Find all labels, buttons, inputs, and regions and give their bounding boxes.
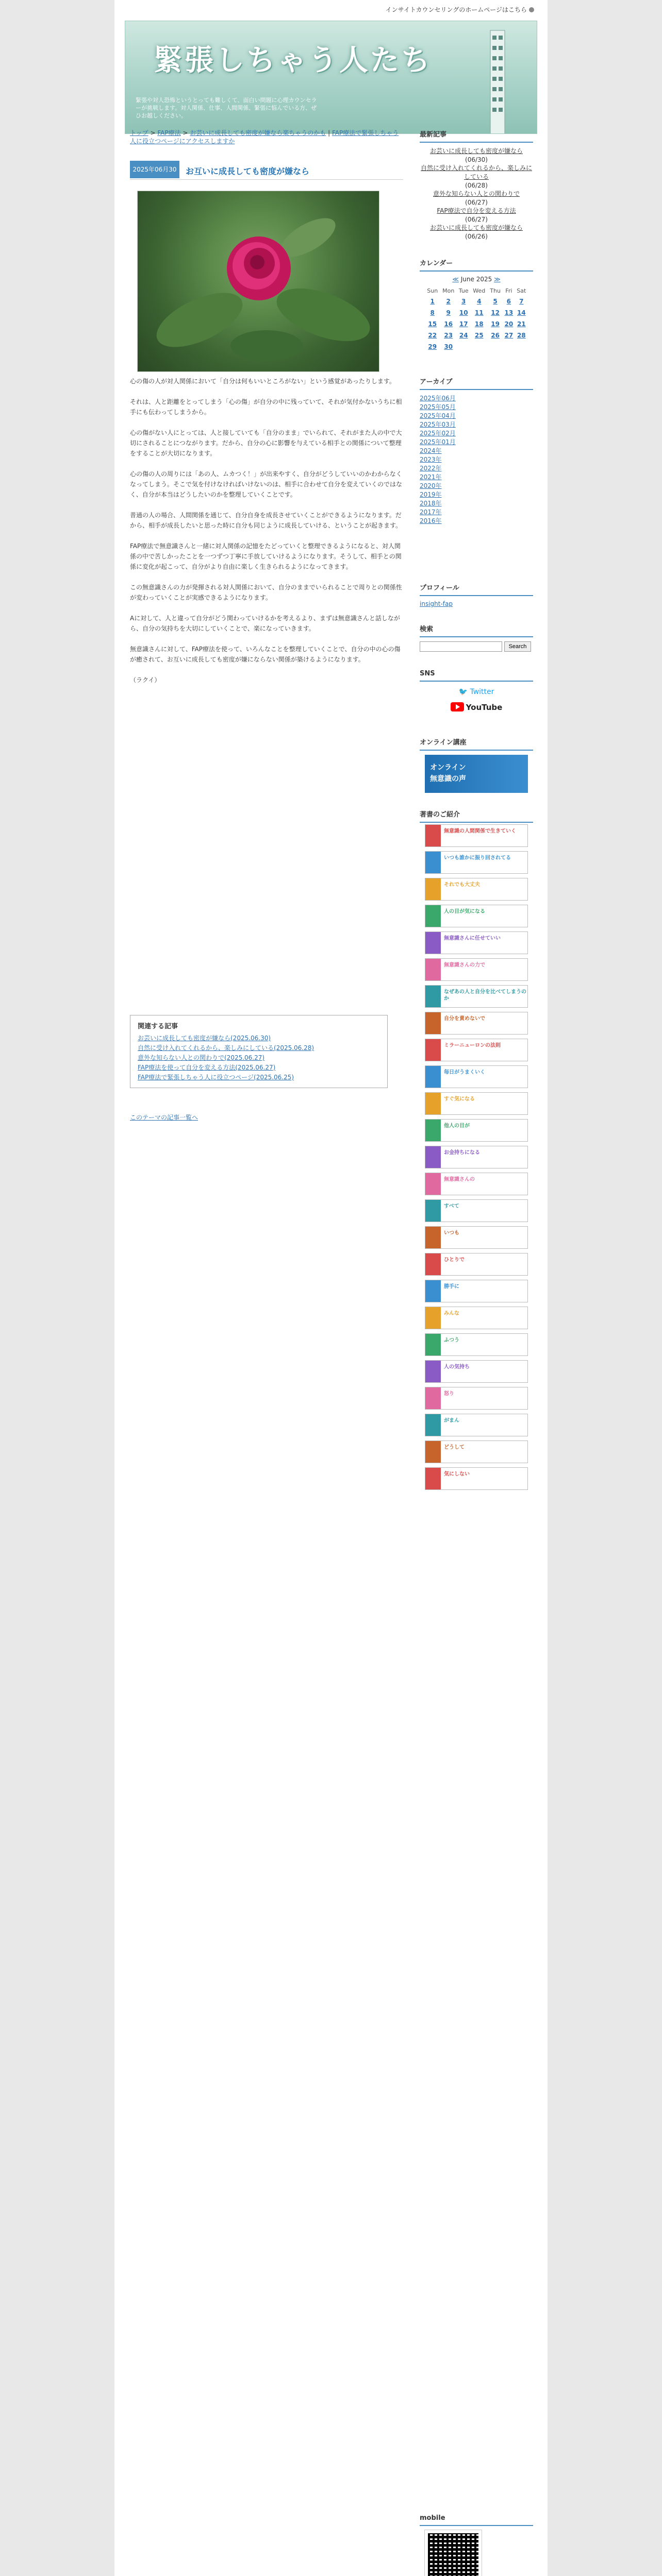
entry-paragraph: この無意識さんの力が発揮される対人関係において、自分のままでいられることで周りとの関係性が変わっていくことが実感できるようになります。 bbox=[130, 584, 402, 601]
book-title: 勝手に bbox=[444, 1284, 459, 1290]
calendar-day bbox=[488, 341, 503, 352]
book-title: 怒り bbox=[444, 1391, 454, 1397]
book-link[interactable] bbox=[425, 1467, 528, 1490]
book-cover-icon bbox=[425, 1227, 441, 1249]
book-cover-icon bbox=[425, 852, 441, 874]
entry-paragraph: 無意識さんに対して、FAP療法を使って、いろんなことを整理していくことで、自分の中の心の傷が癒されて、お互いに成長しても密度が嫌にならない関係が築けるようになります。 bbox=[130, 646, 401, 663]
book-link[interactable] bbox=[425, 1173, 528, 1195]
search-widget bbox=[420, 623, 533, 652]
book-link[interactable] bbox=[425, 905, 528, 927]
calendar-day[interactable]: 10 bbox=[459, 309, 468, 316]
profile-widget bbox=[420, 582, 533, 607]
book-cover-icon bbox=[425, 1146, 441, 1168]
calendar-day[interactable]: 5 bbox=[493, 298, 498, 305]
calendar-day[interactable]: 23 bbox=[444, 332, 453, 339]
book-title: どうして bbox=[444, 1445, 465, 1450]
book-cover-icon bbox=[425, 1307, 441, 1329]
archive-list bbox=[420, 394, 533, 526]
site-description: 緊張や対人恐怖というとっても難しくて、面白い問題に心理カウンセラーが挑戦します。対人関係、仕事、人間関係、緊張に悩んでいる方、ぜひお越しください。 bbox=[136, 97, 317, 119]
calendar-day[interactable]: 18 bbox=[474, 320, 484, 328]
book-title: いつも bbox=[444, 1230, 459, 1236]
site-banner[interactable] bbox=[125, 21, 537, 134]
calendar-day[interactable]: 1 bbox=[430, 298, 435, 305]
book-link[interactable] bbox=[425, 1092, 528, 1115]
calendar-day bbox=[457, 341, 470, 352]
related-link[interactable]: FAP療法で緊張しちゃう人に役立つページ(2025.06.25) bbox=[138, 1074, 294, 1081]
recent-post-date: (06/27) bbox=[465, 199, 488, 206]
book-title: 無意識さんに任せていい bbox=[444, 936, 501, 941]
book-link[interactable] bbox=[425, 1065, 528, 1088]
calendar-day[interactable]: 19 bbox=[491, 320, 500, 328]
calendar-day[interactable]: 15 bbox=[428, 320, 437, 328]
youtube-link[interactable]: YouTube bbox=[451, 702, 503, 712]
calendar-day[interactable]: 9 bbox=[446, 309, 451, 316]
page bbox=[114, 0, 548, 2576]
archive-link[interactable]: 2025年04月 bbox=[420, 412, 456, 419]
rose-photo bbox=[137, 191, 379, 372]
entry-paragraph: 心の傷がない人にとっては、人と接していても「自分のまま」でいられて、それがまた人の中で大切にされることにつながります。だから、自分の心に影響を与えている相手との関係について整理をすることが大切になります。 bbox=[130, 429, 402, 457]
calendar-weekday: Wed bbox=[473, 287, 486, 294]
calendar-day[interactable]: 27 bbox=[504, 332, 514, 339]
book-link[interactable] bbox=[425, 824, 528, 847]
book-link[interactable] bbox=[425, 851, 528, 874]
main-column bbox=[130, 129, 403, 1121]
mobile-heading: mobile bbox=[420, 2514, 533, 2526]
book-title: それでも大丈夫 bbox=[444, 882, 480, 888]
calendar-day[interactable]: 17 bbox=[459, 320, 468, 328]
book-title: ひとりで bbox=[444, 1257, 465, 1263]
calendar-day[interactable]: 28 bbox=[517, 332, 526, 339]
book-cover-icon bbox=[425, 1387, 441, 1410]
book-cover-icon bbox=[425, 986, 441, 1008]
archive-link[interactable]: 2025年02月 bbox=[420, 430, 456, 437]
book-title: 毎日がうまくいく bbox=[444, 1070, 485, 1075]
book-cover-icon bbox=[425, 959, 441, 981]
book-link[interactable] bbox=[425, 1199, 528, 1222]
book-link[interactable] bbox=[425, 1333, 528, 1356]
book-title: がまん bbox=[444, 1418, 459, 1423]
online-course-widget bbox=[420, 737, 533, 793]
entry-paragraph: それは、人と距離をとってしまう「心の傷」が自分の中に残っていて、それが気付かないうちに相手にも伝わってしまうから。 bbox=[130, 398, 402, 416]
breadcrumb-category-link[interactable]: FAP療法 bbox=[157, 129, 181, 137]
calendar-next-link[interactable]: ≫ bbox=[494, 276, 501, 283]
recent-post-link[interactable]: お芸いに成長しても密度が嫌なら bbox=[429, 224, 523, 231]
calendar-day[interactable]: 2 bbox=[446, 298, 451, 305]
book-link[interactable] bbox=[425, 958, 528, 981]
qr-code-icon bbox=[425, 2530, 482, 2576]
calendar-day[interactable]: 6 bbox=[506, 298, 511, 305]
archive-link[interactable]: 2025年05月 bbox=[420, 403, 456, 411]
book-title: なぜあの人と自分を比べてしまうのか bbox=[444, 989, 526, 1002]
recent-post-link[interactable]: FAP療法で自分を変える方法 bbox=[437, 207, 516, 214]
book-cover-icon bbox=[425, 1173, 441, 1195]
search-input[interactable] bbox=[420, 641, 502, 652]
book-cover-icon bbox=[425, 1280, 441, 1302]
entry-date: 2025年06月30日 bbox=[130, 161, 179, 178]
breadcrumb-home-link[interactable]: トップ bbox=[130, 129, 148, 137]
calendar-prev-link[interactable]: ≪ bbox=[452, 276, 459, 283]
book-cover-icon bbox=[425, 1012, 441, 1035]
calendar-day[interactable]: 12 bbox=[491, 309, 500, 316]
calendar-day[interactable]: 25 bbox=[474, 332, 484, 339]
archive-link[interactable]: 2018年 bbox=[420, 500, 442, 507]
book-title: ふつう bbox=[444, 1337, 459, 1343]
archives-widget bbox=[420, 376, 533, 526]
book-title: いつも誰かに振り回されてる bbox=[444, 855, 511, 861]
online-course-banner[interactable]: オンライン 無意識の声 bbox=[425, 755, 528, 793]
book-title: 自分を責めないで bbox=[444, 1016, 485, 1022]
calendar-weekday: Sat bbox=[517, 287, 526, 294]
recent-post-link[interactable]: 自然に受け入れてくれるから、楽しみにしている bbox=[420, 164, 532, 180]
book-link[interactable] bbox=[425, 1387, 528, 1410]
book-cover-icon bbox=[425, 825, 441, 847]
archive-link[interactable]: 2023年 bbox=[420, 456, 442, 463]
book-cover-icon bbox=[425, 878, 441, 901]
archives-heading: アーカイブ bbox=[420, 376, 533, 390]
book-cover-icon bbox=[425, 1120, 441, 1142]
book-link[interactable] bbox=[425, 1280, 528, 1302]
book-link[interactable] bbox=[425, 1119, 528, 1142]
books-heading: 著書のご紹介 bbox=[420, 809, 533, 823]
calendar-day[interactable]: 26 bbox=[491, 332, 500, 339]
entry-header bbox=[130, 161, 403, 191]
book-title: 人の気持ち bbox=[444, 1364, 470, 1370]
recent-post-date: (06/26) bbox=[465, 233, 488, 240]
calendar-weekday: Tue bbox=[458, 287, 469, 294]
calendar-day[interactable]: 14 bbox=[517, 309, 526, 316]
archive-link[interactable]: 2020年 bbox=[420, 482, 442, 489]
book-cover-icon bbox=[425, 1361, 441, 1383]
search-button[interactable]: Search bbox=[504, 641, 531, 652]
calendar-day[interactable]: 20 bbox=[504, 320, 514, 328]
book-title: みんな bbox=[444, 1311, 459, 1316]
calendar-day bbox=[515, 341, 528, 352]
theme-list-link[interactable]: このテーマの記事一覧へ bbox=[130, 1114, 198, 1121]
calendar-day[interactable]: 16 bbox=[444, 320, 453, 328]
entry-title[interactable]: お互いに成長しても密度が嫌なら bbox=[186, 166, 310, 176]
arrow-circle-icon bbox=[529, 7, 534, 12]
recent-post-date: (06/27) bbox=[465, 216, 488, 223]
calendar-day[interactable]: 11 bbox=[474, 309, 484, 316]
book-link[interactable] bbox=[425, 1012, 528, 1035]
recent-post-date: (06/28) bbox=[465, 182, 488, 189]
recent-posts-widget bbox=[420, 129, 533, 241]
rose-illustration-icon bbox=[138, 191, 379, 372]
recent-post-link[interactable]: 意外な知らない人との関わりで bbox=[433, 190, 520, 197]
twitter-link[interactable]: 🐦 Twitter bbox=[458, 688, 494, 696]
book-cover-icon bbox=[425, 1253, 441, 1276]
calendar-day[interactable]: 3 bbox=[461, 298, 466, 305]
breadcrumb-trail-link[interactable]: FAP療法で緊張しちゃう人に役立つページにアクセスしますか bbox=[130, 129, 399, 145]
calendar-day[interactable]: 24 bbox=[459, 332, 468, 339]
book-link[interactable] bbox=[425, 985, 528, 1008]
entry-signature: （ラクイ） bbox=[130, 676, 161, 684]
book-link[interactable] bbox=[425, 1226, 528, 1249]
calendar-day[interactable]: 30 bbox=[444, 343, 453, 350]
archive-link[interactable]: 2022年 bbox=[420, 465, 442, 472]
book-title: 無意識さんの bbox=[444, 1177, 475, 1182]
profile-heading: プロフィール bbox=[420, 582, 533, 596]
calendar-day[interactable]: 22 bbox=[428, 332, 437, 339]
book-cover-icon bbox=[425, 1468, 441, 1490]
calendar-month: June 2025 bbox=[460, 276, 492, 283]
recent-post-link[interactable]: お芸いに成長しても密度が嫌なら bbox=[429, 147, 523, 155]
calendar-day[interactable]: 7 bbox=[519, 298, 524, 305]
book-link[interactable] bbox=[425, 1307, 528, 1329]
calendar-nav bbox=[420, 276, 533, 283]
related-link[interactable]: 意外な知らない人との関わりで(2025.06.27) bbox=[138, 1054, 265, 1061]
recent-heading: 最新記事 bbox=[420, 129, 533, 143]
homepage-link[interactable]: インサイトカウンセリングのホームページはこちら bbox=[386, 5, 534, 14]
breadcrumb: トップ > FAP療法 > お芸いに成長しても密度が嫌なら楽ちゃうのかも | FAP療法で緊張しちゃう人に役立つページにアクセスしますか bbox=[130, 129, 399, 145]
calendar-day[interactable]: 21 bbox=[517, 320, 526, 328]
book-link[interactable] bbox=[425, 1146, 528, 1168]
mobile-widget bbox=[420, 2514, 533, 2576]
archive-link[interactable]: 2025年03月 bbox=[420, 421, 456, 428]
sns-heading: SNS bbox=[420, 670, 533, 682]
book-cover-icon bbox=[425, 1066, 441, 1088]
book-link[interactable] bbox=[425, 1440, 528, 1463]
sns-widget bbox=[420, 670, 533, 712]
book-cover-icon bbox=[425, 1334, 441, 1356]
book-title: 人の目が気になる bbox=[444, 909, 485, 914]
book-link[interactable] bbox=[425, 1360, 528, 1383]
book-link[interactable] bbox=[425, 1253, 528, 1276]
calendar-weekday: Thu bbox=[490, 287, 501, 294]
calendar-heading: カレンダー bbox=[420, 258, 533, 272]
book-cover-icon bbox=[425, 1200, 441, 1222]
book-cover-icon bbox=[425, 1039, 441, 1061]
calendar-day bbox=[470, 341, 488, 352]
entry-paragraph: 普通の人の場合、人間関係を通じて、自分自身を成長させていくことができるようになります。だから、相手が成長したいと思った時に自分も同じように成長していける、ということが起きます。 bbox=[130, 512, 402, 529]
youtube-icon bbox=[451, 702, 464, 711]
related-link[interactable]: 自然に受け入れてくれるから、楽しみにしている(2025.06.28) bbox=[138, 1044, 315, 1052]
archive-link[interactable]: 2025年01月 bbox=[420, 438, 456, 446]
entry-paragraph: 心の傷の人の周りには「あの人、ムカつく！」が出来やすく、自分がどうしていいのかわからなくなってしまう。そこで気を付けなければいけないのは、相手に合わせて自分を変えていくのではなく、自分が本当はどうしたいのかを整理していくことです。 bbox=[130, 470, 403, 498]
calendar-day[interactable]: 13 bbox=[504, 309, 514, 316]
book-link[interactable] bbox=[425, 931, 528, 954]
calendar-day[interactable]: 29 bbox=[428, 343, 437, 350]
calendar-table bbox=[425, 286, 528, 352]
book-cover-icon bbox=[425, 1414, 441, 1436]
calendar-day bbox=[503, 341, 515, 352]
book-title: すべて bbox=[444, 1204, 459, 1209]
entry-divider bbox=[130, 179, 403, 180]
archive-link[interactable]: 2017年 bbox=[420, 509, 442, 516]
book-title: お金持ちになる bbox=[444, 1150, 480, 1156]
book-title: 無意識の人間関係で生きていく bbox=[444, 828, 516, 834]
book-title: すぐ気になる bbox=[444, 1096, 475, 1102]
top-bar bbox=[114, 0, 548, 18]
book-title: 他人の目が bbox=[444, 1123, 470, 1129]
entry-paragraph: 心の傷の人が対人関係において「自分は何もいいところがない」という感覚があったりします。 bbox=[130, 378, 395, 385]
book-cover-icon bbox=[425, 905, 441, 927]
calendar-weekday: Fri bbox=[505, 287, 512, 294]
calendar-widget bbox=[420, 258, 533, 352]
calendar-day[interactable]: 8 bbox=[430, 309, 435, 316]
online-heading: オンライン講座 bbox=[420, 737, 533, 751]
site-title[interactable]: 緊張しちゃう人たち bbox=[154, 43, 432, 77]
related-link[interactable]: FAP療法を使って自分を変える方法(2025.06.27) bbox=[138, 1064, 276, 1071]
entry-body bbox=[130, 376, 403, 696]
book-cover-icon bbox=[425, 932, 441, 954]
archive-link[interactable]: 2024年 bbox=[420, 447, 442, 454]
archive-link[interactable]: 2016年 bbox=[420, 517, 442, 524]
archive-link[interactable]: 2021年 bbox=[420, 473, 442, 481]
book-link[interactable] bbox=[425, 878, 528, 901]
entry-paragraph: Aに対して、人と違って自分がどう関わっていけるかを考えるより、まずは無意識さんと話しながら、自分の気持ちを大切にしていくことで、楽になっていきます。 bbox=[130, 615, 400, 632]
entry-paragraph: FAP療法で無意識さんと一緒に対人関係の記憶をたどっていくと整理できるようになると、対人関係の中で苦しかったことを一つずつ丁寧に手放していけるようになります。そうして、相手との関係に変化が起こって、自分がより自由に楽しく生きられるようになってきます。 bbox=[130, 543, 402, 570]
related-articles bbox=[130, 1015, 388, 1088]
book-cover-icon bbox=[425, 1441, 441, 1463]
recent-post-date: (06/30) bbox=[465, 156, 488, 163]
related-heading: 関連する記事 bbox=[138, 1023, 178, 1030]
search-heading: 検索 bbox=[420, 623, 533, 637]
calendar-day[interactable]: 4 bbox=[477, 298, 482, 305]
book-title: ミラーニューロンの法則 bbox=[444, 1043, 501, 1048]
calendar-weekday: Sun bbox=[427, 287, 438, 294]
book-link[interactable] bbox=[425, 1414, 528, 1436]
calendar-weekday: Mon bbox=[442, 287, 455, 294]
book-cover-icon bbox=[425, 1093, 441, 1115]
related-link[interactable]: お芸いに成長しても密度が嫌なら(2025.06.30) bbox=[138, 1035, 271, 1042]
tower-illustration-icon bbox=[479, 25, 516, 134]
profile-link[interactable]: insight-fap bbox=[420, 600, 453, 607]
archive-link[interactable]: 2019年 bbox=[420, 491, 442, 498]
breadcrumb-article-link[interactable]: お芸いに成長しても密度が嫌なら楽ちゃうのかも bbox=[190, 129, 326, 137]
book-title: 気にしない bbox=[444, 1471, 470, 1477]
book-title: 無意識さんの力で bbox=[444, 962, 485, 968]
archive-link[interactable]: 2025年06月 bbox=[420, 395, 456, 402]
book-link[interactable] bbox=[425, 1039, 528, 1061]
